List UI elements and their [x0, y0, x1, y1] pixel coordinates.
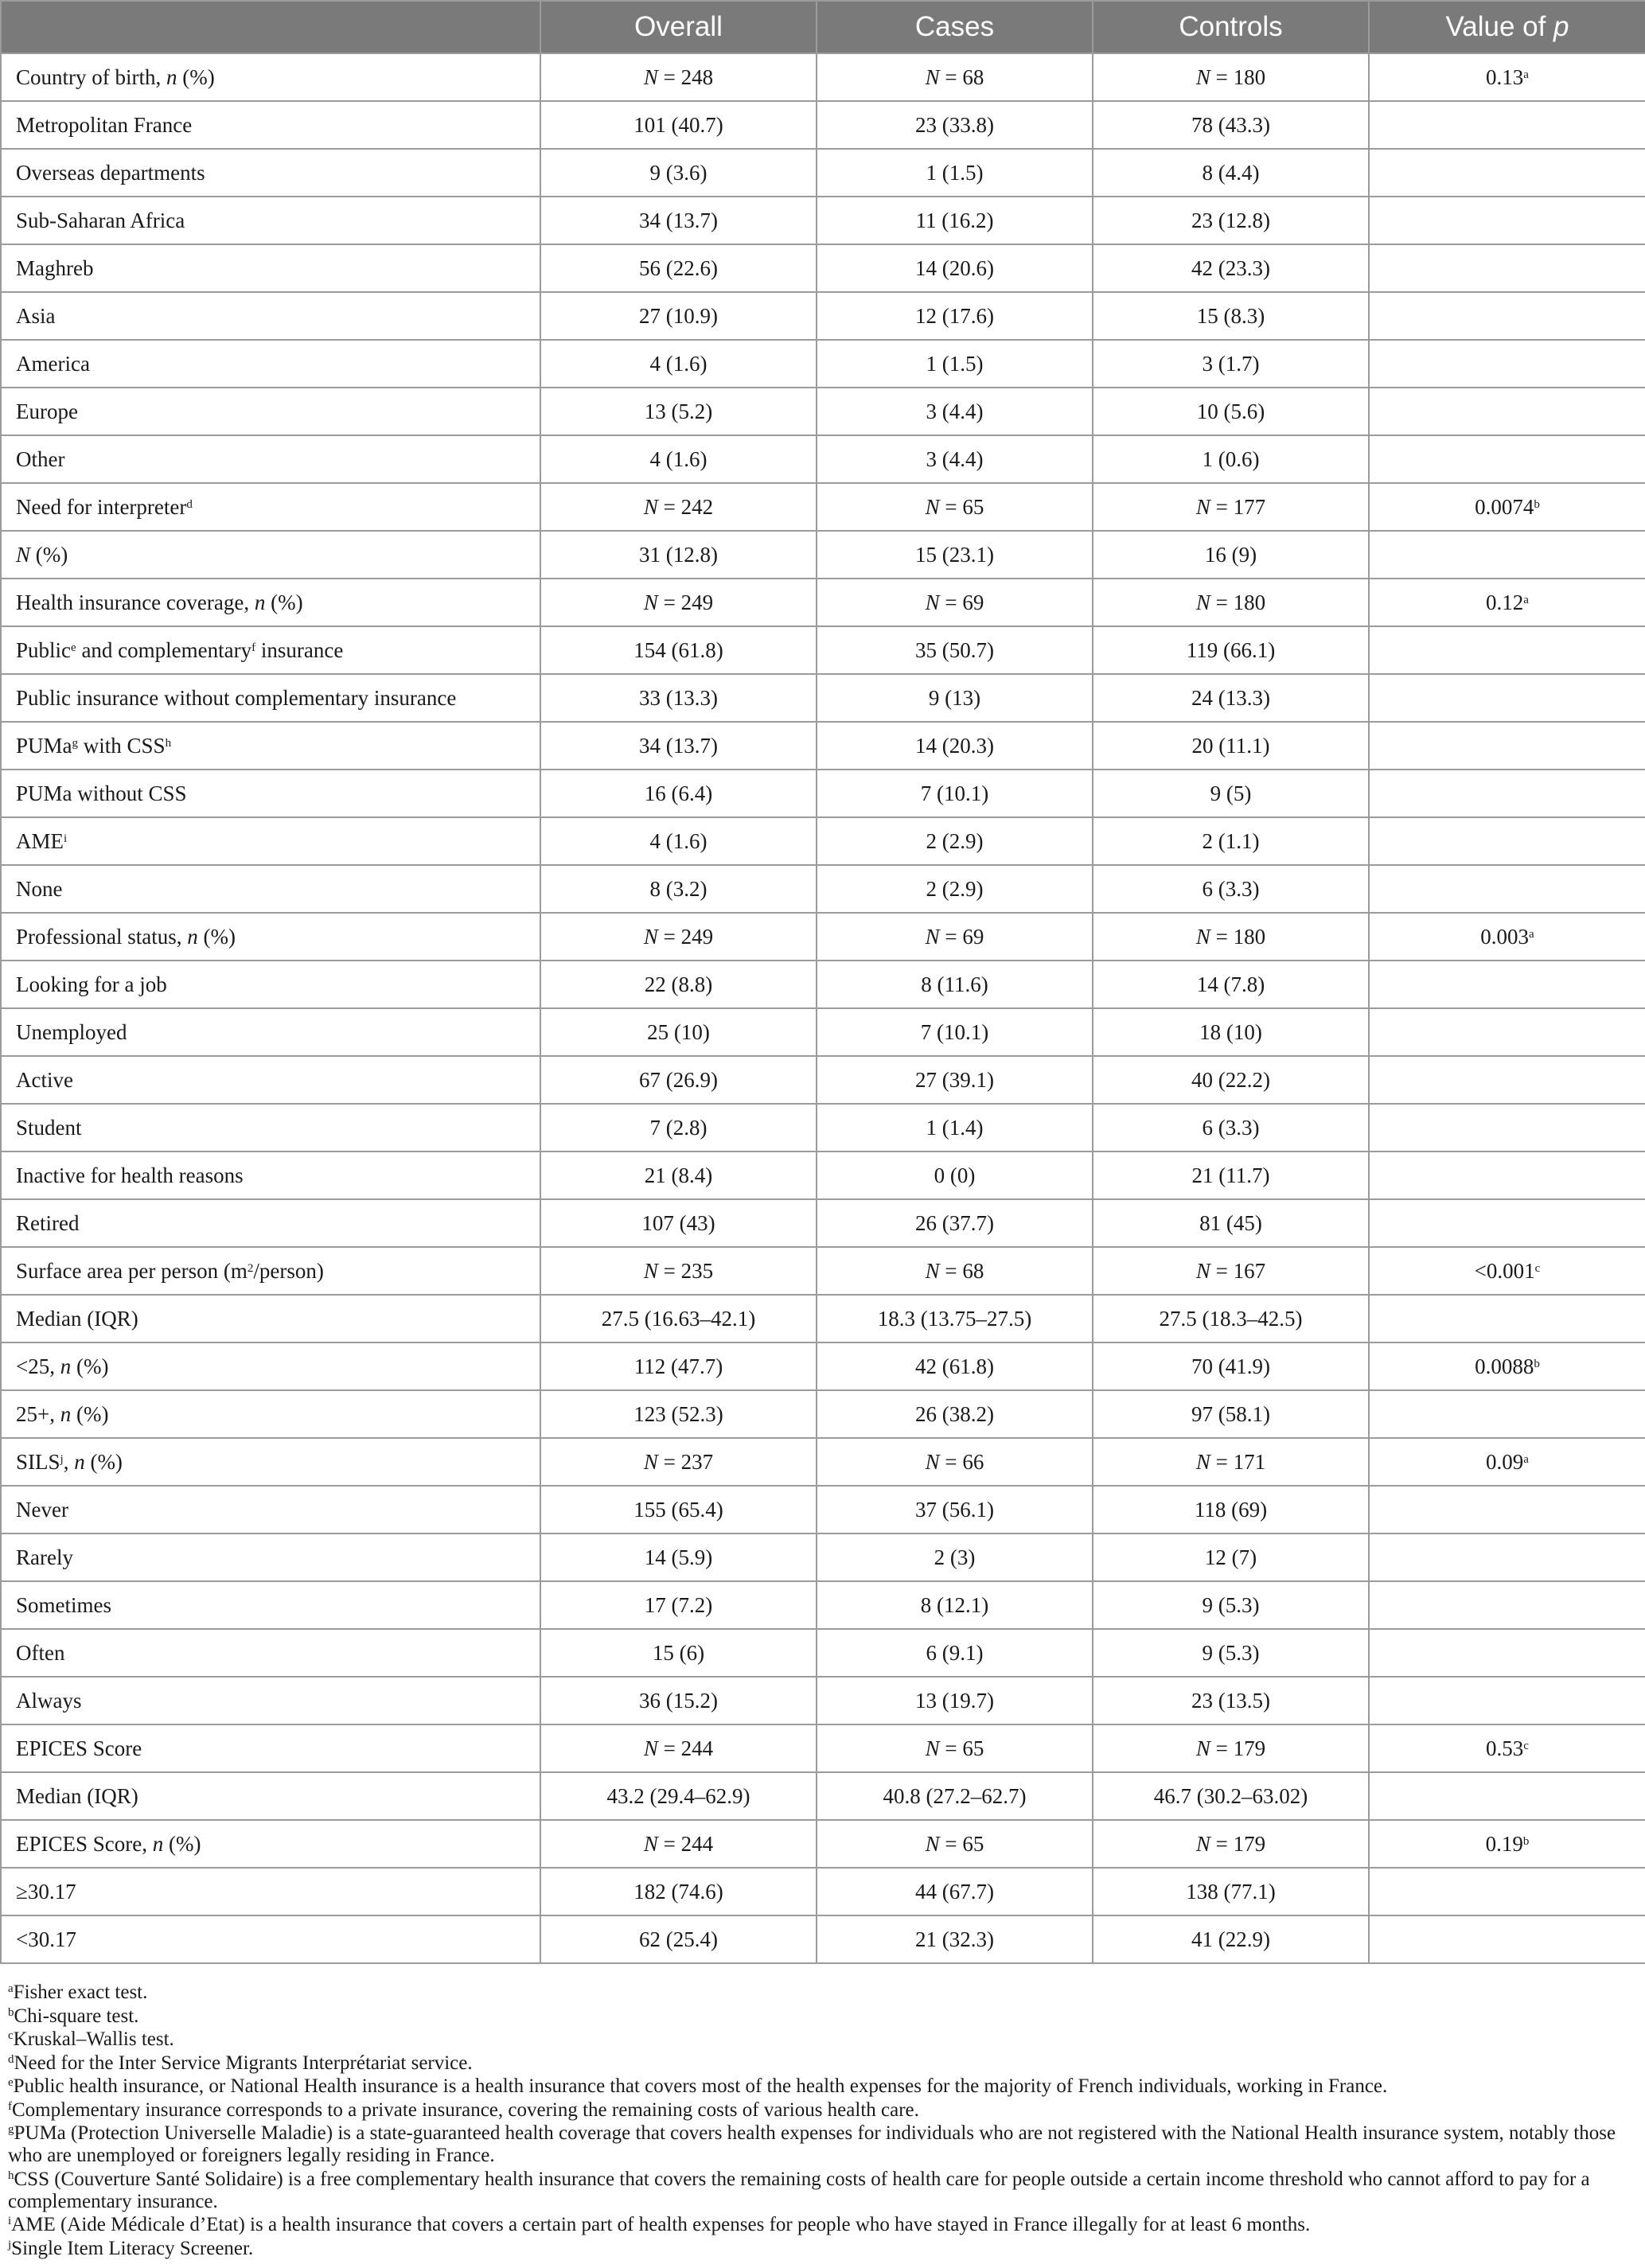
cell-controls: 23 (12.8) [1093, 197, 1369, 244]
cell-cases: N = 65 [817, 1724, 1093, 1772]
cell-cases: 8 (12.1) [817, 1581, 1093, 1629]
cell-cases: 7 (10.1) [817, 1008, 1093, 1056]
table-row [1, 1677, 1645, 1724]
cell-controls: 1 (0.6) [1093, 435, 1369, 483]
cell-controls: 9 (5) [1093, 770, 1369, 817]
cell-p-value [1369, 1295, 1645, 1342]
cell-overall: 16 (6.4) [540, 770, 817, 817]
footnote: $^d$Need for the Inter Service Migrants Interprétariat service. [8, 2052, 473, 2074]
cell-p-value [1369, 197, 1645, 244]
cell-p-value [1369, 770, 1645, 817]
cell-controls: N = 171 [1093, 1438, 1369, 1486]
table-row [1, 770, 1645, 817]
row-label: Health insurance coverage, n (%) [1, 579, 540, 626]
cell-overall: 34 (13.7) [540, 722, 817, 770]
table-row [1, 1056, 1645, 1104]
cell-controls: 27.5 (18.3–42.5) [1093, 1295, 1369, 1342]
cell-overall: N = 244 [540, 1724, 817, 1772]
cell-overall: 17 (7.2) [540, 1581, 817, 1629]
cell-controls: 9 (5.3) [1093, 1629, 1369, 1677]
cell-p-value [1369, 1199, 1645, 1247]
table-row [1, 1342, 1645, 1390]
table-row [1, 483, 1645, 531]
row-label: SILS$^j$, n (%) [1, 1438, 540, 1486]
row-label: <30.17 [1, 1915, 540, 1963]
row-label: Other [1, 435, 540, 483]
row-label: Often [1, 1629, 540, 1677]
cell-controls: 2 (1.1) [1093, 817, 1369, 865]
header-p-label: Value of [1445, 11, 1554, 42]
cell-controls: 23 (13.5) [1093, 1677, 1369, 1724]
table-row [1, 1868, 1645, 1915]
table-row [1, 1724, 1645, 1772]
row-label: AME$^i$ [1, 817, 540, 865]
cell-overall: 21 (8.4) [540, 1152, 817, 1199]
cell-overall: 182 (74.6) [540, 1868, 817, 1915]
cell-p-value [1369, 388, 1645, 435]
header-cases: Cases [817, 1, 1093, 53]
cell-cases: 18.3 (13.75–27.5) [817, 1295, 1093, 1342]
header-overall: Overall [540, 1, 817, 53]
cell-controls: 70 (41.9) [1093, 1342, 1369, 1390]
cell-cases: 7 (10.1) [817, 770, 1093, 817]
row-label: Public insurance without complementary insurance [1, 674, 540, 722]
cell-overall: 9 (3.6) [540, 149, 817, 197]
table-row [1, 1008, 1645, 1056]
cell-overall: 31 (12.8) [540, 531, 817, 579]
row-label: <25, n (%) [1, 1342, 540, 1390]
row-label: Sub-Saharan Africa [1, 197, 540, 244]
cell-cases: N = 68 [817, 1247, 1093, 1295]
row-label: None [1, 865, 540, 913]
row-label: Asia [1, 292, 540, 340]
table-row [1, 435, 1645, 483]
cell-p-value [1369, 340, 1645, 388]
row-label: America [1, 340, 540, 388]
table-row [1, 817, 1645, 865]
footnotes [0, 1982, 1645, 2260]
cell-controls: 81 (45) [1093, 1199, 1369, 1247]
cell-p-value [1369, 626, 1645, 674]
cell-overall: 36 (15.2) [540, 1677, 817, 1724]
cell-p-value: 0.09$^a$ [1369, 1438, 1645, 1486]
row-label: Surface area per person $(m^2/person)$ [1, 1247, 540, 1295]
cell-p-value [1369, 1533, 1645, 1581]
cell-overall: 27 (10.9) [540, 292, 817, 340]
cell-overall: 22 (8.8) [540, 961, 817, 1008]
table-row [1, 626, 1645, 674]
cell-overall: 14 (5.9) [540, 1533, 817, 1581]
cell-controls: 15 (8.3) [1093, 292, 1369, 340]
table-row [1, 1581, 1645, 1629]
cell-p-value [1369, 1104, 1645, 1152]
cell-p-value [1369, 817, 1645, 865]
table-row [1, 1772, 1645, 1820]
cell-overall: 15 (6) [540, 1629, 817, 1677]
row-label: N (%) [1, 531, 540, 579]
cell-overall: 123 (52.3) [540, 1390, 817, 1438]
cell-controls: 18 (10) [1093, 1008, 1369, 1056]
row-label: Student [1, 1104, 540, 1152]
footnote: $^b$Chi-square test. [8, 2005, 139, 2027]
cell-cases: 35 (50.7) [817, 626, 1093, 674]
cell-cases: 21 (32.3) [817, 1915, 1093, 1963]
cell-p-value: 0.003$^a$ [1369, 913, 1645, 961]
cell-controls: 24 (13.3) [1093, 674, 1369, 722]
table-row [1, 388, 1645, 435]
cell-cases: 2 (3) [817, 1533, 1093, 1581]
cell-controls: 41 (22.9) [1093, 1915, 1369, 1963]
cell-overall: 27.5 (16.63–42.1) [540, 1295, 817, 1342]
cell-cases: 1 (1.5) [817, 340, 1093, 388]
row-label: Always [1, 1677, 540, 1724]
header-p-value [1369, 1, 1645, 53]
cell-overall: 155 (65.4) [540, 1486, 817, 1533]
row-label: Inactive for health reasons [1, 1152, 540, 1199]
cell-p-value [1369, 1772, 1645, 1820]
row-label: EPICES Score [1, 1724, 540, 1772]
cell-controls: N = 177 [1093, 483, 1369, 531]
cell-controls: N = 180 [1093, 579, 1369, 626]
cell-overall: N = 249 [540, 913, 817, 961]
cell-cases: 8 (11.6) [817, 961, 1093, 1008]
cell-overall: 4 (1.6) [540, 817, 817, 865]
table-row [1, 1820, 1645, 1868]
row-label: Maghreb [1, 244, 540, 292]
cell-cases: 42 (61.8) [817, 1342, 1093, 1390]
cell-overall: 13 (5.2) [540, 388, 817, 435]
row-label: EPICES Score, n (%) [1, 1820, 540, 1868]
footnote: $^e$Public health insurance, or National Health insurance is a health insurance that covers most of the health expenses for the majority of French individuals, working in France. [8, 2075, 1388, 2097]
cell-overall: 107 (43) [540, 1199, 817, 1247]
cell-cases: 40.8 (27.2–62.7) [817, 1772, 1093, 1820]
footnote: $^a$Fisher exact test. [8, 1982, 148, 2003]
cell-cases: N = 68 [817, 53, 1093, 101]
cell-p-value: 0.12$^a$ [1369, 579, 1645, 626]
table-row [1, 1295, 1645, 1342]
cell-controls: 12 (7) [1093, 1533, 1369, 1581]
footnote: $^i$AME (Aide Médicale d’Etat) is a health insurance that covers a certain part of health expenses for people who have stayed in France illegally for at least 6 months. [8, 2214, 1311, 2235]
table-row [1, 53, 1645, 101]
cell-overall: 4 (1.6) [540, 340, 817, 388]
cell-p-value [1369, 292, 1645, 340]
row-label: Median (IQR) [1, 1772, 540, 1820]
table-row [1, 722, 1645, 770]
row-label: Active [1, 1056, 540, 1104]
header-controls: Controls [1093, 1, 1369, 53]
cell-overall: N = 235 [540, 1247, 817, 1295]
row-label: Public$^e$ and complementary$^f$ insurance [1, 626, 540, 674]
table-row [1, 1533, 1645, 1581]
row-label: Need for interpreter$^d$ [1, 483, 540, 531]
cell-p-value: 0.19$^b$ [1369, 1820, 1645, 1868]
cell-controls: 40 (22.2) [1093, 1056, 1369, 1104]
cell-controls: 97 (58.1) [1093, 1390, 1369, 1438]
cell-overall: 67 (26.9) [540, 1056, 817, 1104]
table-body [1, 53, 1645, 1963]
cell-cases: 14 (20.6) [817, 244, 1093, 292]
cell-overall: 25 (10) [540, 1008, 817, 1056]
cell-p-value [1369, 1390, 1645, 1438]
cell-p-value [1369, 435, 1645, 483]
table-row [1, 197, 1645, 244]
cell-cases: 0 (0) [817, 1152, 1093, 1199]
cell-controls: N = 179 [1093, 1724, 1369, 1772]
table-row [1, 913, 1645, 961]
cell-controls: 16 (9) [1093, 531, 1369, 579]
cell-p-value: <0.001$^c$ [1369, 1247, 1645, 1295]
cell-cases: 27 (39.1) [817, 1056, 1093, 1104]
cell-cases: 44 (67.7) [817, 1868, 1093, 1915]
cell-controls: N = 167 [1093, 1247, 1369, 1295]
cell-p-value: 0.0074$^b$ [1369, 483, 1645, 531]
cell-controls: 10 (5.6) [1093, 388, 1369, 435]
cell-p-value [1369, 101, 1645, 149]
cell-overall: N = 242 [540, 483, 817, 531]
footnote: $^g$PUMa (Protection Universelle Maladie) is a state-guaranteed health coverage that covers health expenses for individuals who are not registered with the National Health insurance system, notably those who are unemployed or foreigners legally residing in France. [8, 2122, 1616, 2166]
table-row [1, 244, 1645, 292]
row-label: Median (IQR) [1, 1295, 540, 1342]
table-row [1, 1390, 1645, 1438]
cell-overall: 8 (3.2) [540, 865, 817, 913]
cell-controls: 6 (3.3) [1093, 865, 1369, 913]
cell-cases: 12 (17.6) [817, 292, 1093, 340]
cell-controls: 6 (3.3) [1093, 1104, 1369, 1152]
cell-p-value: 0.13$^a$ [1369, 53, 1645, 101]
cell-p-value [1369, 1581, 1645, 1629]
cell-p-value [1369, 1008, 1645, 1056]
row-label: 25+, n (%) [1, 1390, 540, 1438]
cell-overall: 62 (25.4) [540, 1915, 817, 1963]
table-row [1, 1152, 1645, 1199]
cell-cases: N = 69 [817, 913, 1093, 961]
table-row [1, 101, 1645, 149]
cell-p-value [1369, 961, 1645, 1008]
cell-controls: 138 (77.1) [1093, 1868, 1369, 1915]
row-label: Country of birth, n (%) [1, 53, 540, 101]
cell-cases: 26 (38.2) [817, 1390, 1093, 1438]
table-row [1, 149, 1645, 197]
table-row [1, 1247, 1645, 1295]
row-label: Professional status, n (%) [1, 913, 540, 961]
row-label: Looking for a job [1, 961, 540, 1008]
cell-cases: 26 (37.7) [817, 1199, 1093, 1247]
footnote: $^h$CSS (Couverture Santé Solidaire) is a free complementary health insurance that covers the remaining costs of health care for people outside a certain income threshold who cannot afford to pay for a complementary insurance. [8, 2168, 1590, 2212]
cell-p-value: 0.53$^c$ [1369, 1724, 1645, 1772]
cell-controls: 78 (43.3) [1093, 101, 1369, 149]
cell-controls: 118 (69) [1093, 1486, 1369, 1533]
row-label: PUMa$^g$ with CSS$^h$ [1, 722, 540, 770]
cell-cases: 14 (20.3) [817, 722, 1093, 770]
header-row [1, 1, 1645, 53]
row-label: PUMa without CSS [1, 770, 540, 817]
table-row [1, 531, 1645, 579]
cell-p-value [1369, 674, 1645, 722]
cell-controls: 42 (23.3) [1093, 244, 1369, 292]
cell-p-value [1369, 244, 1645, 292]
cell-p-value [1369, 1152, 1645, 1199]
cell-overall: 34 (13.7) [540, 197, 817, 244]
cell-overall: N = 249 [540, 579, 817, 626]
row-label: Overseas departments [1, 149, 540, 197]
row-label: Metropolitan France [1, 101, 540, 149]
cell-p-value [1369, 1486, 1645, 1533]
cell-controls: 46.7 (30.2–63.02) [1093, 1772, 1369, 1820]
row-label: Europe [1, 388, 540, 435]
cell-overall: 33 (13.3) [540, 674, 817, 722]
table-row [1, 1915, 1645, 1963]
row-label: Retired [1, 1199, 540, 1247]
cell-overall: N = 244 [540, 1820, 817, 1868]
cell-overall: 101 (40.7) [540, 101, 817, 149]
cell-controls: 9 (5.3) [1093, 1581, 1369, 1629]
cell-overall: 7 (2.8) [540, 1104, 817, 1152]
row-label: ≥30.17 [1, 1868, 540, 1915]
row-label: Rarely [1, 1533, 540, 1581]
cell-p-value [1369, 865, 1645, 913]
row-label: Never [1, 1486, 540, 1533]
cell-cases: 3 (4.4) [817, 435, 1093, 483]
cell-overall: 154 (61.8) [540, 626, 817, 674]
table-row [1, 340, 1645, 388]
cell-p-value [1369, 1056, 1645, 1104]
row-label: Sometimes [1, 1581, 540, 1629]
table-row [1, 961, 1645, 1008]
table-row [1, 1486, 1645, 1533]
cell-p-value [1369, 531, 1645, 579]
footnote: $^c$Kruskal–Wallis test. [8, 2028, 174, 2050]
footnote: $^j$Single Item Literacy Screener. [8, 2237, 254, 2259]
cell-cases: N = 66 [817, 1438, 1093, 1486]
cell-cases: 6 (9.1) [817, 1629, 1093, 1677]
cell-cases: 1 (1.5) [817, 149, 1093, 197]
cell-controls: 8 (4.4) [1093, 149, 1369, 197]
cell-cases: 1 (1.4) [817, 1104, 1093, 1152]
table-row [1, 1104, 1645, 1152]
cell-controls: 21 (11.7) [1093, 1152, 1369, 1199]
cell-cases: 15 (23.1) [817, 531, 1093, 579]
cell-overall: 43.2 (29.4–62.9) [540, 1772, 817, 1820]
cell-p-value [1369, 1868, 1645, 1915]
cell-cases: N = 65 [817, 1820, 1093, 1868]
cell-cases: 23 (33.8) [817, 101, 1093, 149]
table-row [1, 674, 1645, 722]
cell-controls: 14 (7.8) [1093, 961, 1369, 1008]
cell-controls: 3 (1.7) [1093, 340, 1369, 388]
cell-controls: N = 180 [1093, 913, 1369, 961]
cell-cases: 37 (56.1) [817, 1486, 1093, 1533]
cell-cases: 2 (2.9) [817, 865, 1093, 913]
cell-overall: 4 (1.6) [540, 435, 817, 483]
cell-controls: N = 180 [1093, 53, 1369, 101]
cell-overall: N = 248 [540, 53, 817, 101]
cell-overall: 56 (22.6) [540, 244, 817, 292]
cell-p-value [1369, 149, 1645, 197]
row-label: Unemployed [1, 1008, 540, 1056]
cell-p-value [1369, 722, 1645, 770]
cell-p-value [1369, 1677, 1645, 1724]
footnote: $^f$Complementary insurance corresponds to a private insurance, covering the remaining costs of various health care. [8, 2098, 919, 2121]
table-row [1, 1438, 1645, 1486]
cell-cases: 2 (2.9) [817, 817, 1093, 865]
cell-p-value [1369, 1915, 1645, 1963]
cell-cases: N = 65 [817, 483, 1093, 531]
header-p-symbol: p [1553, 11, 1569, 42]
cell-cases: 9 (13) [817, 674, 1093, 722]
cell-cases: 11 (16.2) [817, 197, 1093, 244]
table-row [1, 292, 1645, 340]
cell-overall: 112 (47.7) [540, 1342, 817, 1390]
table-row [1, 1199, 1645, 1247]
cell-p-value: 0.0088$^b$ [1369, 1342, 1645, 1390]
table-row [1, 579, 1645, 626]
cell-overall: N = 237 [540, 1438, 817, 1486]
cell-controls: 119 (66.1) [1093, 626, 1369, 674]
table-row [1, 1629, 1645, 1677]
cell-cases: N = 69 [817, 579, 1093, 626]
table-row [1, 865, 1645, 913]
cell-p-value [1369, 1629, 1645, 1677]
cell-controls: N = 179 [1093, 1820, 1369, 1868]
cell-cases: 3 (4.4) [817, 388, 1093, 435]
cell-controls: 20 (11.1) [1093, 722, 1369, 770]
header-blank [1, 1, 540, 53]
cell-cases: 13 (19.7) [817, 1677, 1093, 1724]
